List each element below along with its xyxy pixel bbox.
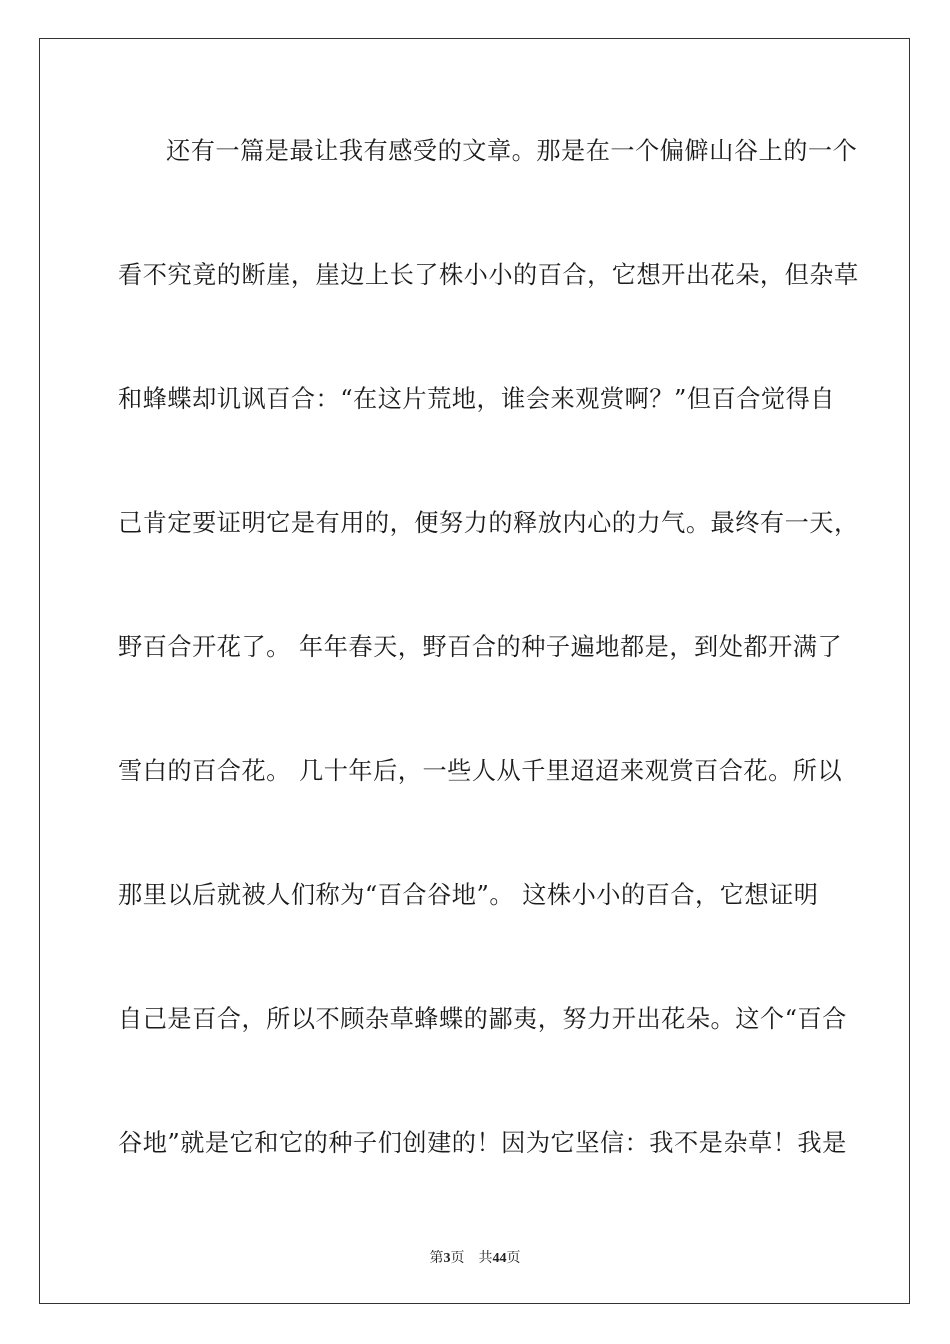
text-line-1: 还有一篇是最让我有感受的文章。那是在一个偏僻山谷上的一个 [166,137,858,165]
page-prefix: 第 [429,1250,444,1266]
text-line-9: 谷地”就是它和它的种子们创建的！因为它坚信：我不是杂草！我是 [118,1129,847,1157]
text-line-5: 野百合开花了。 年年春天，野百合的种子遍地都是，到处都开满了 [118,633,843,661]
page-suffix: 页 [450,1250,465,1266]
page-indicator [430,1247,465,1267]
text-line-6: 雪白的百合花。 几十年后，一些人从千里迢迢来观赏百合花。所以 [118,757,843,785]
total-pages-indicator [479,1247,521,1267]
total-suffix: 页 [506,1250,521,1266]
total-prefix: 共 [478,1250,493,1266]
page-footer [0,1247,950,1267]
document-body [118,128,859,1244]
text-line-4: 己肯定要证明它是有用的，便努力的释放内心的力气。最终有一天， [118,509,859,537]
total-pages: 44 [492,1251,507,1266]
text-line-7: 那里以后就被人们称为“百合谷地”。 这株小小的百合，它想证明 [118,881,819,909]
text-line-2: 看不究竟的断崖，崖边上长了株小小的百合，它想开出花朵，但杂草 [118,261,859,289]
text-line-3: 和蜂蝶却讥讽百合：“在这片荒地，谁会来观赏啊？”但百合觉得自 [118,385,835,413]
page-number: 3 [443,1251,451,1266]
text-line-8: 自己是百合，所以不顾杂草蜂蝶的鄙夷，努力开出花朵。这个“百合 [118,1005,847,1033]
